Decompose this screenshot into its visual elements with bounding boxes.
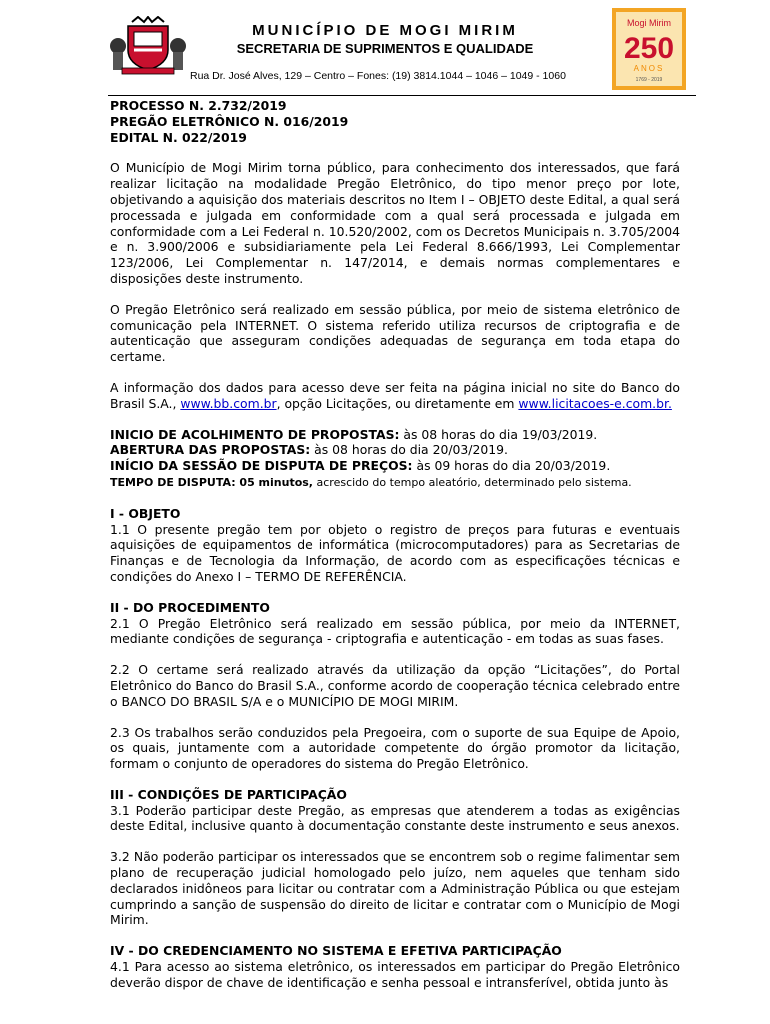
- intro-paragraph-1: O Município de Mogi Mirim torna público, para conhecimento dos interessados, que fará realizar licitação na modalidade Pregão Eletrônico, do tipo menor preço por lote, objetivando a aquisição dos materiais descritos no Item I – OBJETO deste Edital, a qual será processada e julgada em conformidade com a qual será processada e julgada em conformidade com a Lei Federal n. 10.520/2002, com os Decretos Municipais n. 3.705/2004 e n. 3.900/2006 e subsidiariamente pela Lei Federal 8.666/1993, Lei Complementar 123/2006, Lei Complementar n. 147/2014, e demais normas complementares e disposições deste instrumento.: [110, 160, 680, 286]
- letterhead: [0, 0, 770, 100]
- section-4-title: IV - DO CREDENCIAMENTO NO SISTEMA E EFETIVA PARTICIPAÇÃO: [110, 943, 562, 959]
- badge-town: Mogi Mirim: [627, 18, 671, 28]
- schedule-value-2: às 08 horas do dia 20/03/2019.: [310, 442, 508, 458]
- intro-paragraph-2: O Pregão Eletrônico será realizado em sessão pública, por meio de sistema eletrônico de comunicação pela INTERNET. O sistema referido utiliza recursos de criptografia e de autenticação que asseguram condições adequadas de segurança em toda etapa do certame.: [110, 301, 680, 365]
- document-body: [110, 98, 680, 991]
- edital-number: EDITAL N. 022/2019: [110, 129, 247, 145]
- section-3-paragraph-2: 3.2 Não poderão participar os interessados que se encontrem sob o regime falimentar sem plano de recuperação judicial homologado pelo juízo, nem aqueles que tenham sido declarados inidôneos para licitar ou contratar com a Administração Pública ou que estejam cumprindo a sanção de suspensão do direito de licitar e contratar com o Município de Mogi Mirim.: [110, 849, 680, 928]
- intro-p3-text-a: A informação dos dados para acesso deve ser feita na página inicial no site do Banco do Brasil S.A.,: [110, 379, 680, 411]
- badge-years: 1769 - 2019: [635, 77, 663, 83]
- licitacoes-link[interactable]: www.licitacoes-e.com.br.: [518, 395, 672, 411]
- schedule-value-3: às 09 horas do dia 20/03/2019.: [412, 458, 611, 474]
- process-number: PROCESSO N. 2.732/2019: [110, 98, 287, 113]
- badge-number: 250: [623, 32, 675, 65]
- schedule-value-4: acrescido do tempo aleatório, determinado pelo sistema.: [313, 475, 632, 489]
- bb-link[interactable]: www.bb.com.br: [180, 395, 277, 411]
- section-3-paragraph-1: 3.1 Poderão participar deste Pregão, as empresas que atenderem a todas as exigências deste Edital, inclusive quanto à documentação constante deste instrumento e seus anexos.: [110, 802, 680, 834]
- schedule-label-1: INICIO DE ACOLHIMENTO DE PROPOSTAS:: [110, 426, 400, 442]
- address-line: Rua Dr. José Alves, 129 – Centro – Fones: (19) 3814.1044 – 1046 – 1049 - 1060: [190, 70, 566, 82]
- municipality-title: MUNICÍPIO DE MOGI MIRIM: [252, 22, 518, 39]
- section-2-paragraph-3: 2.3 Os trabalhos serão conduzidos pela Pregoeira, com o suporte de sua Equipe de Apoio, os quais, juntamente com a autoridade competente do órgão promotor da licitação, formam o conjunto de operadores do sistema do Pregão Eletrônico.: [110, 724, 680, 772]
- section-3-title: III - CONDIÇÕES DE PARTICIPAÇÃO: [110, 786, 347, 802]
- intro-paragraph-3: [110, 380, 680, 412]
- pregao-number: PREGÃO ELETRÔNICO N. 016/2019: [110, 113, 349, 129]
- schedule-line-2: [110, 442, 680, 458]
- anniversary-badge-icon: [612, 8, 686, 90]
- section-2-paragraph-1: 2.1 O Pregão Eletrônico será realizado em sessão pública, por meio da INTERNET, mediante condições de segurança - criptografia e autenticação - em todas as suas fases.: [110, 615, 680, 647]
- section-2-paragraph-2: 2.2 O certame será realizado através da utilização da opção “Licitações”, do Portal Eletrônico do Banco do Brasil S.A., conforme acordo de cooperação técnica celebrado entre o BANCO DO BRASIL S/A e o MUNICÍPIO DE MOGI MIRIM.: [110, 662, 680, 709]
- header-divider: [108, 95, 696, 96]
- section-1-title: I - OBJETO: [110, 505, 181, 521]
- schedule-line-3: [110, 458, 680, 474]
- schedule-value-1: às 08 horas do dia 19/03/2019.: [399, 426, 598, 442]
- schedule-line-1: [110, 427, 680, 443]
- section-1-paragraph-1: 1.1 O presente pregão tem por objeto o registro de preços para futuras e eventuais aquisições de equipamentos de informática (microcomputadores) para as Secretarias de Finanças e de Tecnologia da Informação, de acordo com as especificações técnicas e condições do Anexo I – TERMO DE REFERÊNCIA.: [110, 521, 680, 584]
- badge-label: ANOS: [633, 64, 665, 73]
- section-4-paragraph-1: 4.1 Para acesso ao sistema eletrônico, os interessados em participar do Pregão Eletrônico deverão dispor de chave de identificação e senha pessoal e intransferível, obtida junto às: [110, 959, 680, 990]
- section-2-title: II - DO PROCEDIMENTO: [110, 599, 270, 615]
- schedule-label-2: ABERTURA DAS PROPOSTAS:: [110, 442, 311, 458]
- anniversary-badge: [612, 8, 686, 90]
- schedule-line-4: [110, 474, 680, 491]
- schedule-label-3: INÍCIO DA SESSÃO DE DISPUTA DE PREÇOS:: [110, 458, 413, 474]
- department-title: SECRETARIA DE SUPRIMENTOS E QUALIDADE: [236, 41, 534, 56]
- intro-p3-text-b: , opção Licitações, ou diretamente em: [276, 395, 519, 411]
- schedule-label-4: TEMPO DE DISPUTA: 05 minutos,: [110, 475, 313, 489]
